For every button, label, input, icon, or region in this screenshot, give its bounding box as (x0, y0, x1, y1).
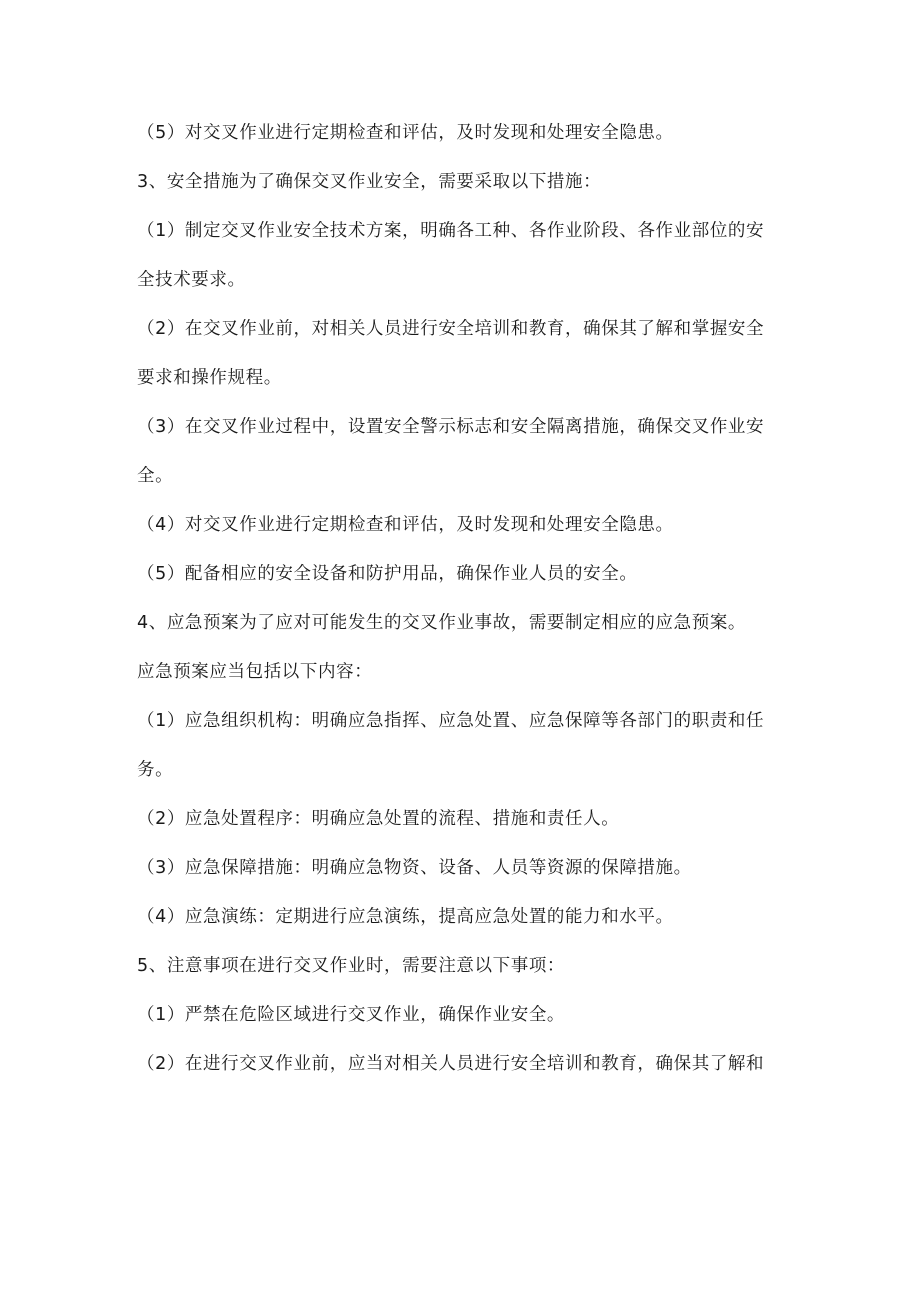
section-heading-emergency-plan: 4、应急预案为了应对可能发生的交叉作业事故，需要制定相应的应急预案。 (137, 613, 747, 633)
text-line: （4）对交叉作业进行定期检查和评估，及时发现和处理安全隐患。 (137, 515, 674, 535)
text-line: 应急预案应当包括以下内容： (137, 662, 373, 682)
section-heading-precautions: 5、注意事项在进行交叉作业时，需要注意以下事项： (137, 956, 566, 976)
section-heading-safety-measures: 3、安全措施为了确保交叉作业安全，需要采取以下措施： (137, 172, 602, 192)
text-line: （5）对交叉作业进行定期检查和评估，及时发现和处理安全隐患。 (137, 123, 674, 143)
text-line: 全。 (137, 466, 174, 486)
text-line: （1）制定交叉作业安全技术方案，明确各工种、各作业阶段、各作业部位的安 (137, 221, 765, 241)
text-line: （1）严禁在危险区域进行交叉作业，确保作业安全。 (137, 1005, 566, 1025)
text-line: （1）应急组织机构：明确应急指挥、应急处置、应急保障等各部门的职责和任 (137, 711, 765, 731)
text-line: （5）配备相应的安全设备和防护用品，确保作业人员的安全。 (137, 564, 638, 584)
text-line: 要求和操作规程。 (137, 368, 282, 388)
text-line: （2）在进行交叉作业前，应当对相关人员进行安全培训和教育，确保其了解和 (137, 1054, 765, 1074)
text-line: 全技术要求。 (137, 270, 246, 290)
text-line: （2）在交叉作业前，对相关人员进行安全培训和教育，确保其了解和掌握安全 (137, 319, 765, 339)
text-line: （3）在交叉作业过程中，设置安全警示标志和安全隔离措施，确保交叉作业安 (137, 417, 765, 437)
text-line: （4）应急演练：定期进行应急演练，提高应急处置的能力和水平。 (137, 907, 674, 927)
text-line: （2）应急处置程序：明确应急处置的流程、措施和责任人。 (137, 809, 620, 829)
text-line: （3）应急保障措施：明确应急物资、设备、人员等资源的保障措施。 (137, 858, 692, 878)
text-line: 务。 (137, 760, 174, 780)
